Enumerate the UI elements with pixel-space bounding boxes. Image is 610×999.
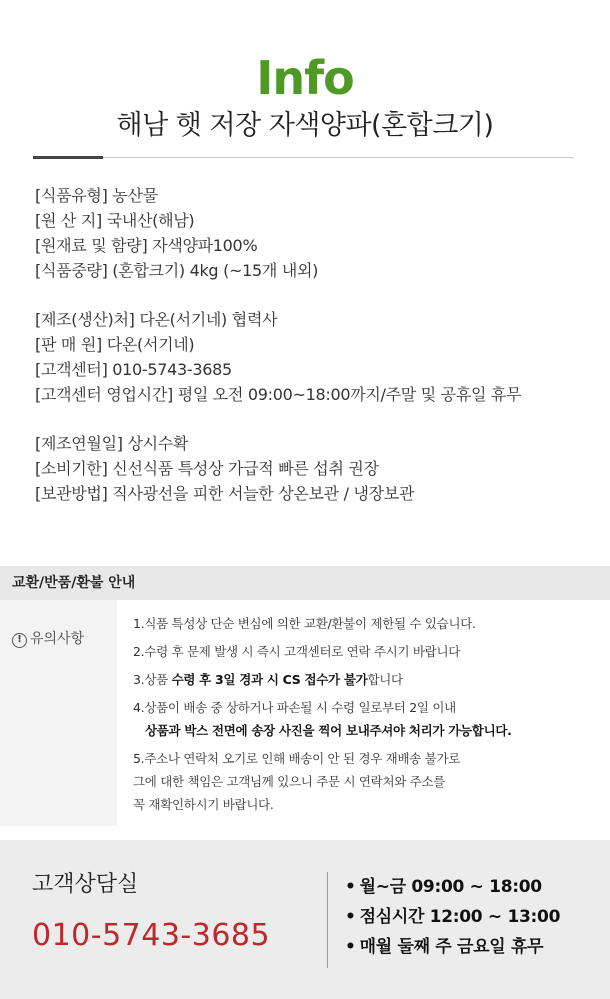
policy-body xyxy=(0,600,610,826)
product-spec xyxy=(35,183,595,530)
spec-customer-center: [고객센터] 010-5743-3685 xyxy=(35,360,232,379)
policy-header: 교환/반품/환불 안내 xyxy=(0,566,610,600)
spec-origin: [원 산 지] 국내산(해남) xyxy=(35,211,195,230)
spec-group-basic xyxy=(35,183,595,283)
policy-notice-column xyxy=(0,600,117,826)
notice-label xyxy=(12,628,84,648)
policy-items xyxy=(133,612,603,821)
policy-item-5-line1: 5.주소나 연락처 오기로 인해 배송이 안 된 경우 재배송 불가로 xyxy=(133,751,460,766)
policy-item-3-pre: 3.상품 xyxy=(133,672,172,687)
hours-closed xyxy=(345,932,560,962)
bullet-icon: • xyxy=(345,907,356,927)
hours-lunch xyxy=(345,902,560,932)
spec-business-hours: [고객센터 영업시간] 평일 오전 09:00~18:00까지/주말 및 공휴일 휴무 xyxy=(35,385,522,404)
policy-item-3-post: 합니다 xyxy=(367,672,403,687)
spec-seller: [판 매 원] 다온(서기네) xyxy=(35,335,195,354)
spec-storage: [보관방법] 직사광선을 피한 서늘한 상온보관 / 냉장보관 xyxy=(35,484,415,503)
contact-info xyxy=(32,870,270,953)
contact-hours xyxy=(345,872,560,962)
hours-weekday-text: 월~금 09:00 ~ 18:00 xyxy=(359,877,542,897)
policy-item-3-bold: 수령 후 3일 경과 시 CS 접수가 불가 xyxy=(171,672,368,687)
hours-lunch-text: 점심시간 12:00 ~ 13:00 xyxy=(359,907,561,927)
policy-item-5-line3: 꼭 재확인하시기 바랍니다. xyxy=(133,797,274,812)
notice-label-text: 유의사항 xyxy=(30,631,85,647)
spec-ingredients: [원재료 및 함량] 자색양파100% xyxy=(35,236,258,255)
policy-item-1: 1.식품 특성상 단순 변심에 의한 교환/환불이 제한될 수 있습니다. xyxy=(133,616,476,631)
policy-item-4-line1: 4.상품이 배송 중 상하거나 파손될 시 수령 일로부터 2일 이내 xyxy=(133,700,456,715)
bullet-icon: • xyxy=(345,877,356,897)
spec-weight: [식품중량] (혼합크기) 4kg (~15개 내외) xyxy=(35,261,319,280)
policy-item-5-line2: 그에 대한 책임은 고객님께 있으니 주문 시 연락처와 주소를 xyxy=(133,774,445,789)
info-title: Info xyxy=(256,51,354,105)
spec-expiry: [소비기한] 신선식품 특성상 가급적 빠른 섭취 권장 xyxy=(35,459,379,478)
contact-phone: 010-5743-3685 xyxy=(32,918,271,953)
contact-divider xyxy=(327,872,328,968)
spec-manufacturer: [제조(생산)처] 다온(서기네) 협력사 xyxy=(35,310,278,329)
spec-group-seller xyxy=(35,307,595,407)
spec-food-type: [식품유형] 농산물 xyxy=(35,186,158,205)
policy-item-4-line2: 상품과 박스 전면에 송장 사진을 찍어 보내주셔야 처리가 가능합니다. xyxy=(145,723,512,738)
exclamation-circle-icon: ! xyxy=(12,633,27,648)
header xyxy=(0,0,610,144)
title-divider xyxy=(33,157,574,158)
hours-weekday xyxy=(345,872,560,902)
product-title: 해남 햇 저장 자색양파(혼합크기) xyxy=(116,110,494,141)
bullet-icon: • xyxy=(345,937,356,957)
title-divider-accent xyxy=(33,156,103,159)
contact-title: 고객상담실 xyxy=(32,872,139,897)
policy-item-4 xyxy=(133,696,603,742)
policy-item-2: 2.수령 후 문제 발생 시 즉시 고객센터로 연락 주시기 바랍니다 xyxy=(133,644,460,659)
policy-item-3 xyxy=(133,668,603,691)
contact-section xyxy=(0,840,610,999)
policy-item-5 xyxy=(133,747,603,816)
spec-production-date: [제조연월일] 상시수확 xyxy=(35,434,189,453)
hours-closed-text: 매월 둘째 주 금요일 휴무 xyxy=(359,937,544,957)
spec-group-storage xyxy=(35,431,595,506)
